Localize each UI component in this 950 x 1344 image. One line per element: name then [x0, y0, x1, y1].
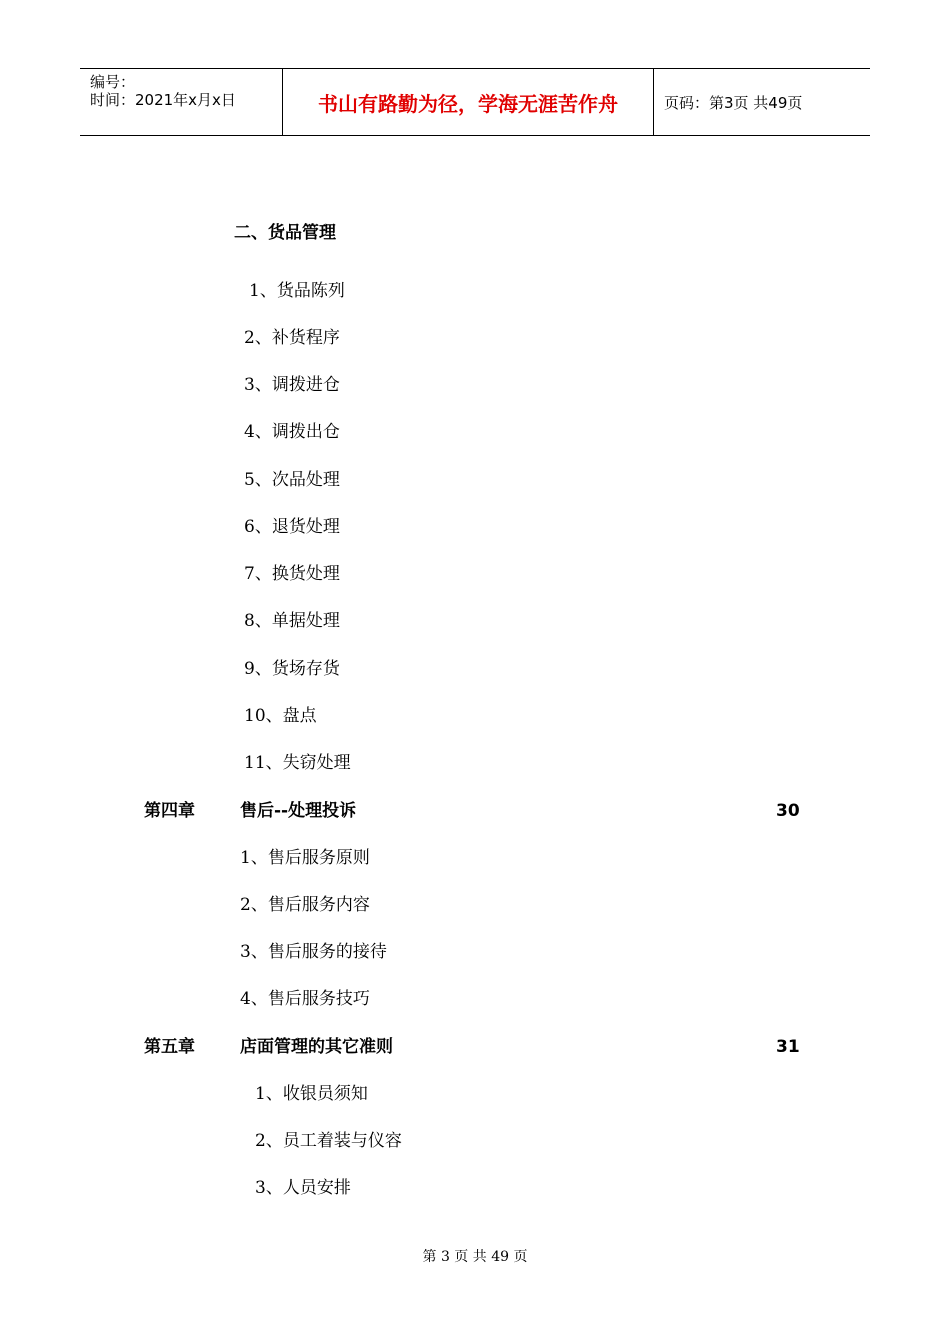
toc-item: 3、人员安排	[255, 1178, 351, 1198]
chapter-page-number: 31	[776, 1037, 800, 1057]
page-footer: 第 3 页 共 49 页	[422, 1249, 528, 1265]
toc-item: 10、盘点	[244, 706, 317, 726]
toc-item: 3、调拨进仓	[244, 375, 340, 395]
toc-item: 3、售后服务的接待	[240, 942, 387, 962]
toc-item: 2、员工着装与仪容	[255, 1131, 402, 1151]
toc-item: 6、退货处理	[244, 517, 340, 537]
header-meta-cell	[80, 69, 282, 135]
toc-item: 2、售后服务内容	[240, 895, 370, 915]
chapter-title: 店面管理的其它准则	[240, 1037, 393, 1057]
header-motto-cell	[282, 69, 654, 135]
toc-item: 2、补货程序	[244, 328, 340, 348]
toc-item: 4、售后服务技巧	[240, 989, 370, 1009]
toc-item: 1、货品陈列	[249, 281, 345, 301]
chapter-label: 第五章	[144, 1037, 195, 1057]
toc-item: 4、调拨出仓	[244, 422, 340, 442]
toc-item: 11、失窃处理	[244, 753, 351, 773]
header-page-info: 页码：第3页 共49页	[664, 93, 803, 112]
toc-item: 1、售后服务原则	[240, 848, 370, 868]
toc-item: 1、收银员须知	[255, 1084, 368, 1104]
chapter-page-number: 30	[776, 801, 800, 821]
header-page-cell	[654, 69, 870, 135]
toc-item: 5、次品处理	[244, 470, 340, 490]
toc-item: 9、货场存货	[244, 659, 340, 679]
toc-item: 7、换货处理	[244, 564, 340, 584]
serial-label: 编号：	[90, 73, 136, 91]
chapter-label: 第四章	[144, 801, 195, 821]
chapter-title: 售后--处理投诉	[240, 801, 357, 821]
header-motto: 书山有路勤为径，学海无涯苦作舟	[318, 91, 618, 116]
toc-item: 8、单据处理	[244, 611, 340, 631]
section-title: 二、货品管理	[234, 223, 336, 243]
time-label: 时间：2021年x月x日	[90, 91, 236, 109]
page-header	[80, 68, 870, 136]
